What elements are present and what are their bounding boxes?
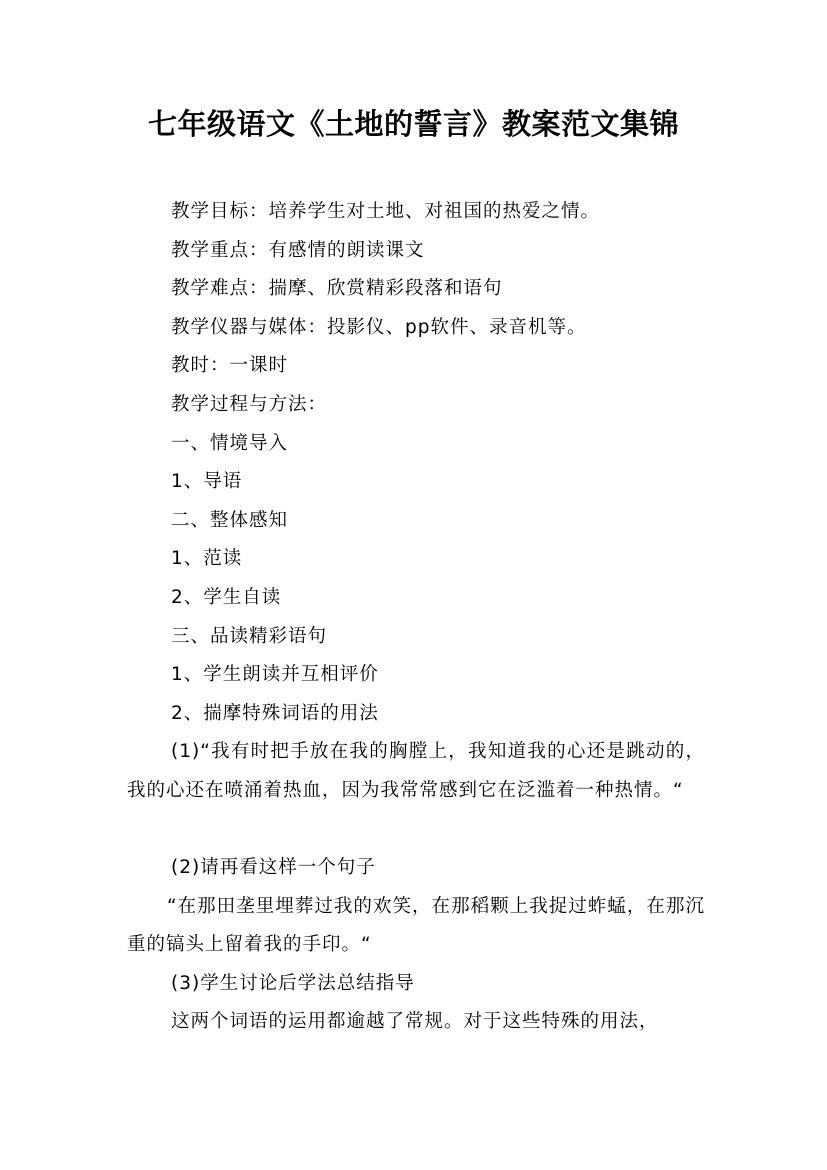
section-2-heading: 二、整体感知 [171,509,289,531]
section-3-item-1: 1、学生朗读并互相评价 [171,664,379,686]
quote-paragraph-2: “在那田垄里埋葬过我的欢笑，在那稻颗上我捉过蚱蜢，在那沉重的镐头上留着我的手印。“ [127,895,705,956]
document-title: 七年级语文《土地的誓言》教案范文集锦 [147,107,679,141]
section-2-item-1: 1、范读 [171,548,243,570]
section-2-item-2: 2、学生自读 [171,586,282,608]
process-heading: 教学过程与方法： [171,393,328,415]
section-1-item-1: 1、导语 [171,471,243,493]
teaching-tools-line: 教学仪器与媒体：投影仪、pp软件、录音机等。 [171,316,587,338]
summary-line: 这两个词语的运用都逾越了常规。对于这些特殊的用法， [171,1011,659,1033]
quote-paragraph-1: (1)“我有时把手放在我的胸膛上，我知道我的心还是跳动的，我的心还在喷涌着热血，因为我常常感到它在泛滥着一种热情。“ [127,741,705,801]
teaching-key-point-line: 教学重点：有感情的朗读课文 [171,239,425,261]
teaching-difficulty-line: 教学难点：揣摩、欣赏精彩段落和语句 [171,278,503,300]
section-3-item-2: 2、揣摩特殊词语的用法 [171,702,379,724]
quote-2-heading: (2)请再看这样一个句子 [171,857,376,879]
quote-3-heading: (3)学生讨论后学法总结指导 [171,972,415,994]
teaching-goal-line: 教学目标：培养学生对土地、对祖国的热爱之情。 [171,201,601,222]
class-hours-line: 教时：一课时 [171,355,289,377]
document-body [127,193,705,1042]
section-3-heading: 三、品读精彩语句 [171,625,328,647]
section-1-heading: 一、情境导入 [171,432,289,454]
